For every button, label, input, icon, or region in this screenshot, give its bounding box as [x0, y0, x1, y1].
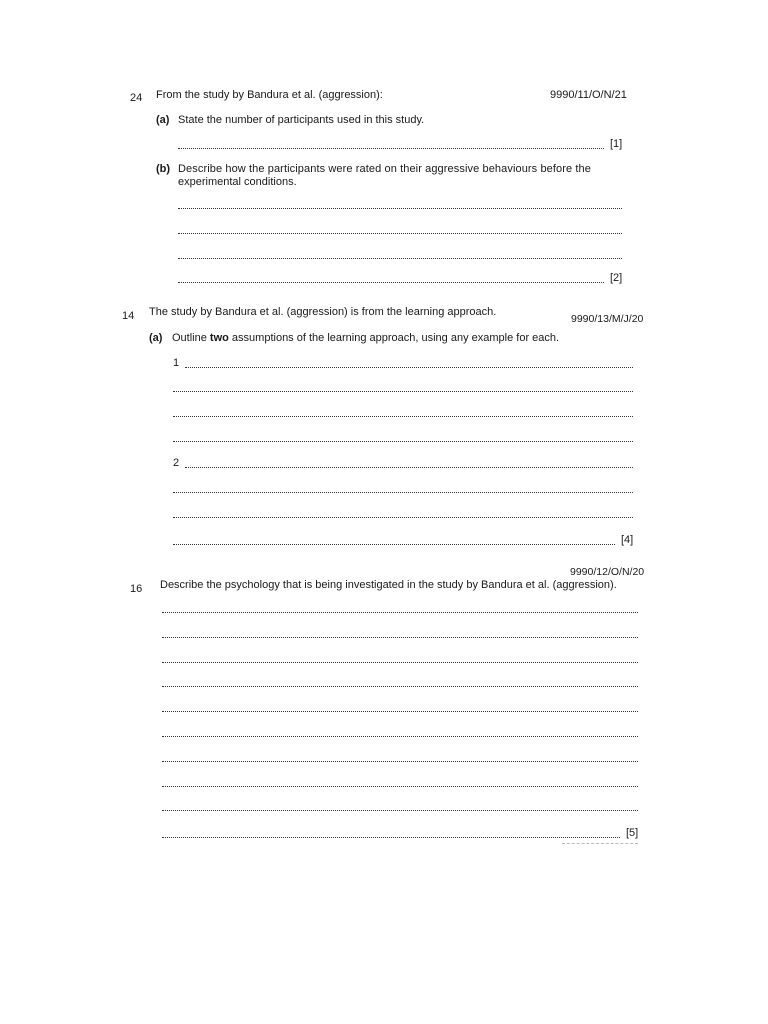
question-14-paper-code: 9990/13/M/J/20	[571, 313, 644, 325]
question-24-number: 24	[130, 92, 143, 104]
question-16-stem: Describe the psychology that is being investigated in the study by Bandura et al. (aggression).	[160, 579, 617, 591]
question-14a-text-emphasis: two	[209, 332, 229, 344]
answer-line[interactable]	[162, 662, 638, 663]
answer-line[interactable]	[162, 810, 638, 811]
question-14-number: 14	[122, 310, 135, 322]
answer-line[interactable]	[185, 467, 633, 468]
question-14-stem: The study by Bandura et al. (aggression) is from the learning approach.	[149, 306, 497, 318]
answer-line[interactable]	[178, 233, 622, 234]
answer-line[interactable]	[162, 786, 638, 787]
question-14a-label: (a)	[149, 332, 163, 344]
answer-line[interactable]	[173, 441, 633, 442]
question-16-number: 16	[130, 583, 143, 595]
question-24-stem: From the study by Bandura et al. (aggression):	[156, 89, 383, 101]
answer-line[interactable]	[185, 367, 633, 368]
answer-line[interactable]	[162, 612, 638, 613]
question-16-paper-code: 9990/12/O/N/20	[570, 566, 645, 578]
answer-line[interactable]	[162, 711, 638, 712]
answer-line[interactable]	[178, 148, 604, 149]
answer-line[interactable]	[178, 282, 604, 283]
question-14a-text-pre: Outline	[172, 332, 210, 344]
answer-line[interactable]	[162, 637, 638, 638]
assumption-2-number: 2	[173, 457, 180, 469]
question-24b-label: (b)	[156, 163, 171, 175]
answer-line[interactable]	[173, 391, 633, 392]
question-14a-text	[172, 332, 559, 344]
question-24b-text-line-1: Describe how the participants were rated on their aggressive behaviours before the	[178, 163, 591, 175]
answer-line[interactable]	[173, 517, 633, 518]
answer-line[interactable]	[162, 736, 638, 737]
cropped-footer-divider	[562, 843, 638, 844]
answer-line[interactable]	[162, 686, 638, 687]
assumption-1-number: 1	[173, 357, 180, 369]
answer-line[interactable]	[178, 208, 622, 209]
answer-line[interactable]	[173, 544, 615, 545]
question-24a-label: (a)	[156, 114, 170, 126]
question-24b-text-line-2: experimental conditions.	[178, 176, 297, 188]
question-24a-text: State the number of participants used in this study.	[178, 114, 425, 126]
question-24a-mark: [1]	[610, 138, 623, 150]
answer-line[interactable]	[173, 492, 633, 493]
answer-line[interactable]	[178, 258, 622, 259]
answer-line[interactable]	[162, 761, 638, 762]
question-24b-mark: [2]	[610, 272, 623, 284]
question-14a-text-post: assumptions of the learning approach, using any example for each.	[228, 332, 560, 344]
question-24-paper-code: 9990/11/O/N/21	[550, 89, 627, 101]
answer-line[interactable]	[162, 837, 620, 838]
answer-line[interactable]	[173, 416, 633, 417]
question-14-mark: [4]	[621, 534, 634, 546]
question-16-mark: [5]	[626, 827, 639, 839]
